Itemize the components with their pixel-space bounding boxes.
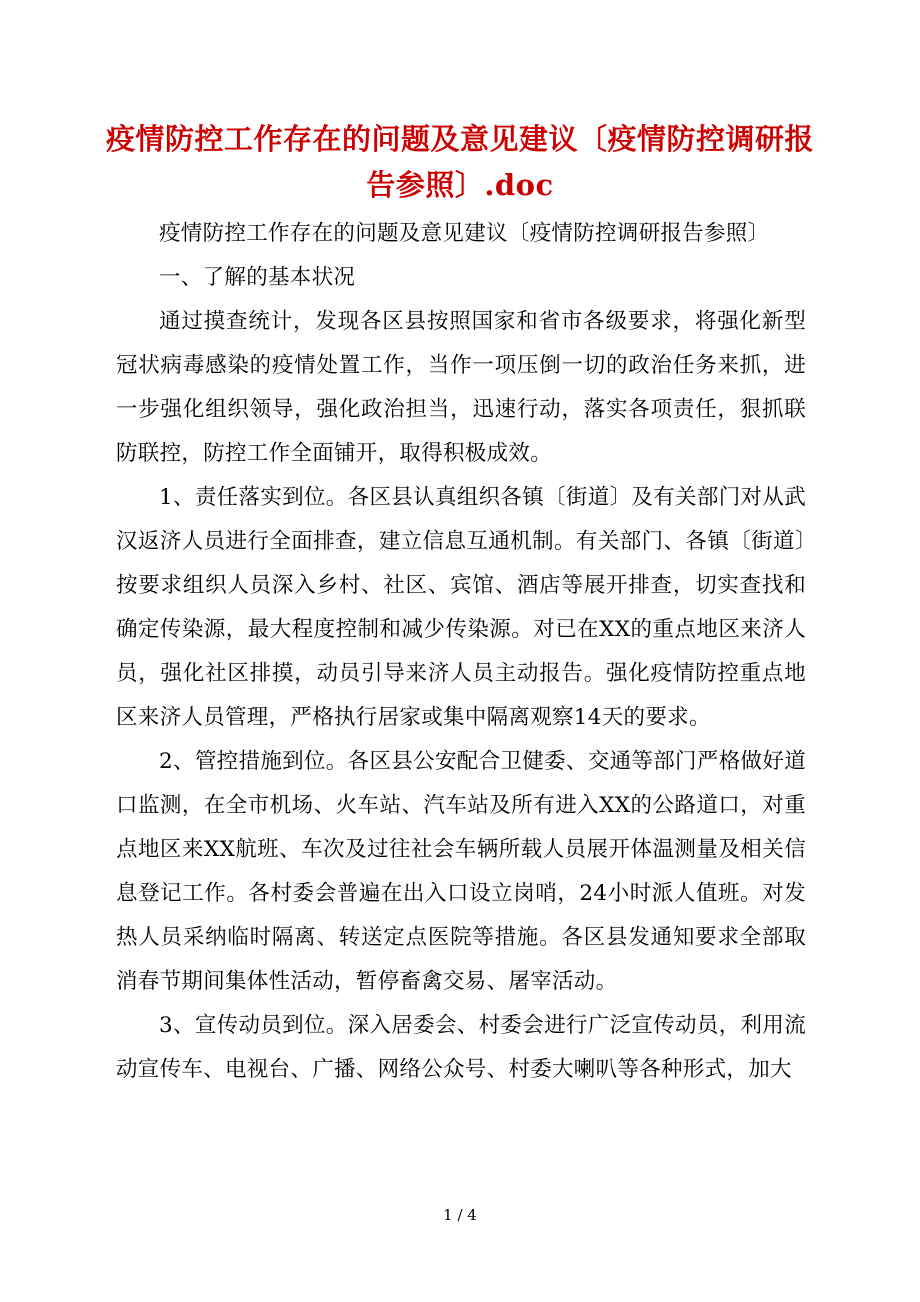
body-paragraph: 1、责任落实到位。各区县认真组织各镇〔街道〕及有关部门对从武汉返济人员进行全面排查，建立信息互通机制。有关部门、各镇〔街道〕按要求组织人员深入乡村、社区、宾馆、酒店等展开排查，切实查找和确定传染源，最大程度控制和减少传染源。对已在XX的重点地区来济人员，强化社区排摸，动员引导来济人员主动报告。强化疫情防控重点地区来济人员管理，严格执行居家或集中隔离观察14天的要求。 — [116, 485, 806, 730]
section-heading: 一、了解的基本状况 — [159, 265, 356, 290]
body-paragraph: 2、管控措施到位。各区县公安配合卫健委、交通等部门严格做好道口监测，在全市机场、火车站、汽车站及所有进入XX的公路道口，对重点地区来XX航班、车次及过往社会车辆所载人员展开体温测量及相关信息登记工作。各村委会普遍在出入口设立岗哨，24小时派人值班。对发热人员采纳临时隔离、转送定点医院等措施。各区县发通知要求全部取消春节期间集体性活动，暂停畜禽交易、屠宰活动。 — [116, 749, 806, 994]
document-body — [116, 212, 806, 1092]
body-paragraph: 3、宣传动员到位。深入居委会、村委会进行广泛宣传动员，利用流动宣传车、电视台、广播、网络公众号、村委大喇叭等各种形式，加大 — [116, 1013, 806, 1082]
document-title: 疫情防控工作存在的问题及意见建议〔疫情防控调研报告参照〕.doc — [105, 122, 814, 202]
subtitle-paragraph: 疫情防控工作存在的问题及意见建议〔疫情防控调研报告参照〕 — [159, 221, 770, 246]
body-paragraph: 通过摸查统计，发现各区县按照国家和省市各级要求，将强化新型冠状病毒感染的疫情处置工作，当作一项压倒一切的政治任务来抓，进一步强化组织领导，强化政治担当，迅速行动，落实各项责任，狠抓联防联控，防控工作全面铺开，取得积极成效。 — [116, 309, 806, 466]
page-number: 1 / 4 — [443, 1206, 477, 1224]
